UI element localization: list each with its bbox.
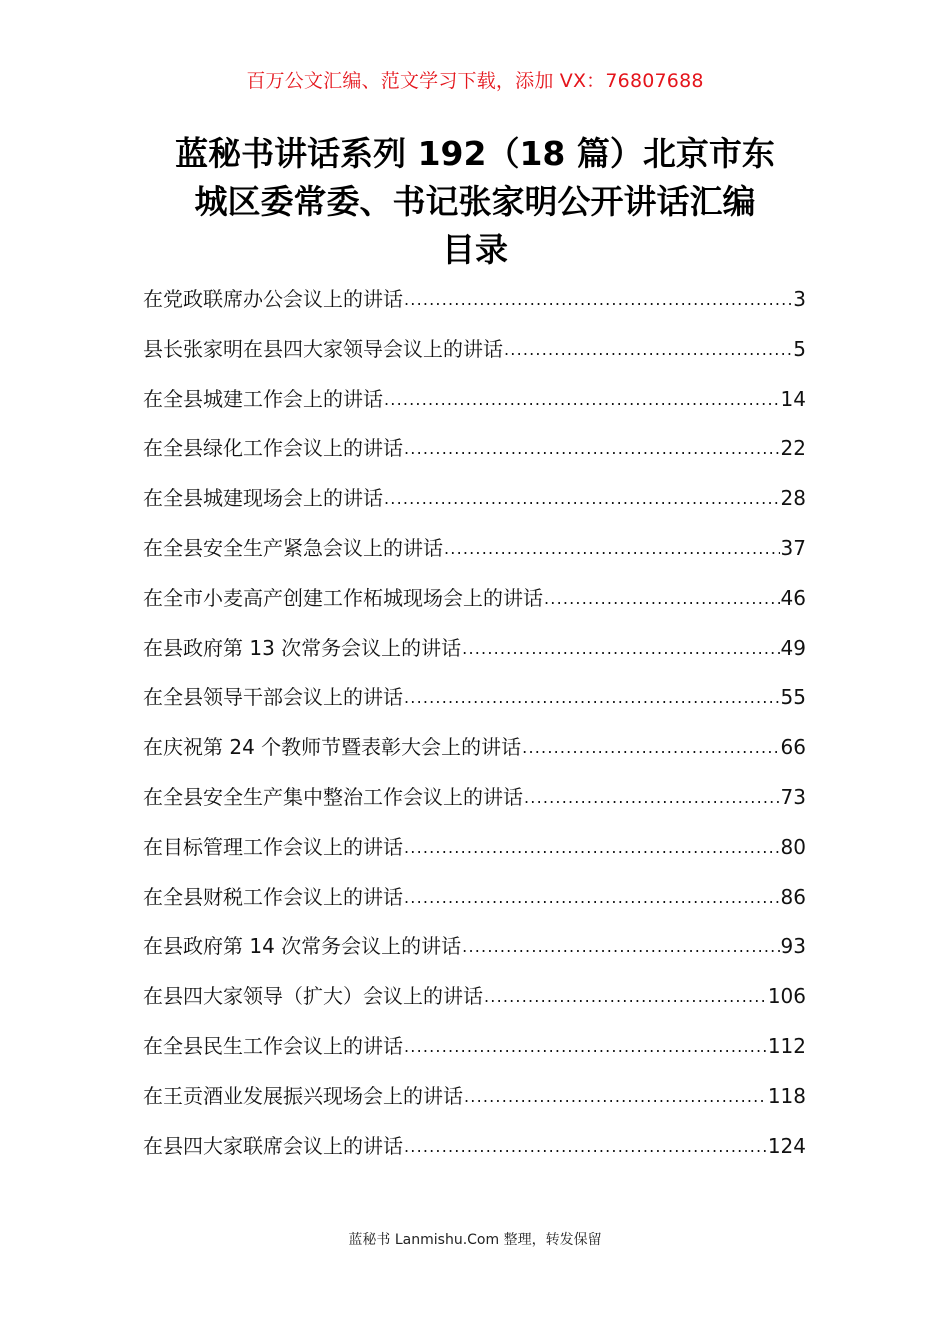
toc-entry-page: 118 (767, 1083, 806, 1108)
toc-entry-title: 在全县领导干部会议上的讲话 (143, 685, 403, 710)
toc-dot-leader (404, 286, 792, 310)
toc-entry-title: 在全县绿化工作会议上的讲话 (143, 436, 403, 461)
toc-entry-title: 在全县安全生产紧急会议上的讲话 (143, 535, 443, 560)
toc-dot-leader (462, 933, 779, 957)
toc-entry-page: 93 (780, 934, 806, 959)
toc-entry-page: 46 (780, 585, 806, 610)
toc-entry[interactable] (143, 930, 806, 980)
toc-entry-page: 106 (767, 984, 806, 1009)
toc-entry[interactable] (143, 681, 806, 731)
toc-entry-title: 在王贡酒业发展振兴现场会上的讲话 (143, 1083, 463, 1108)
toc-entry-page: 124 (767, 1133, 806, 1158)
toc-entry-page: 49 (780, 635, 806, 660)
toc-dot-leader (504, 336, 792, 360)
title-line-3-toc-heading: 目录 (442, 230, 508, 269)
toc-dot-leader (484, 983, 767, 1007)
toc-entry[interactable] (143, 333, 806, 383)
table-of-contents (143, 283, 806, 1179)
toc-dot-leader (544, 585, 780, 609)
toc-dot-leader (404, 884, 780, 908)
toc-dot-leader (404, 1133, 767, 1157)
toc-dot-leader (384, 485, 780, 509)
toc-entry-title: 在全县城建工作会上的讲话 (143, 386, 383, 411)
toc-dot-leader (464, 1083, 767, 1107)
title-line-1: 蓝秘书讲话系列 192（18 篇）北京市东 (175, 134, 775, 173)
toc-entry-page: 14 (780, 386, 806, 411)
toc-dot-leader (444, 535, 780, 559)
toc-entry-page: 112 (767, 1033, 806, 1058)
toc-entry[interactable] (143, 831, 806, 881)
toc-entry[interactable] (143, 1030, 806, 1080)
toc-dot-leader (522, 734, 779, 758)
toc-entry-page: 28 (780, 486, 806, 511)
toc-entry-title: 在全县财税工作会议上的讲话 (143, 884, 403, 909)
toc-entry[interactable] (143, 1130, 806, 1180)
toc-dot-leader (404, 435, 780, 459)
toc-entry-page: 3 (793, 287, 806, 311)
toc-entry[interactable] (143, 881, 806, 931)
toc-entry[interactable] (143, 283, 806, 333)
toc-entry-page: 37 (780, 535, 806, 560)
toc-dot-leader (404, 1033, 767, 1057)
toc-entry[interactable] (143, 432, 806, 482)
toc-dot-leader (404, 684, 780, 708)
toc-entry-page: 55 (780, 685, 806, 710)
toc-dot-leader (462, 635, 779, 659)
toc-entry[interactable] (143, 1080, 806, 1130)
toc-entry[interactable] (143, 482, 806, 532)
toc-entry-title: 在全县民生工作会议上的讲话 (143, 1033, 403, 1058)
toc-entry-title: 在县四大家领导（扩大）会议上的讲话 (143, 984, 483, 1009)
toc-entry-title: 在全县城建现场会上的讲话 (143, 486, 383, 511)
toc-dot-leader (524, 784, 780, 808)
toc-entry[interactable] (143, 383, 806, 433)
footer-note: 蓝秘书 Lanmishu.Com 整理，转发保留 (348, 1232, 602, 1248)
header-promo-note: 百万公文汇编、范文学习下载，添加 VX：76807688 (246, 70, 704, 92)
toc-entry-title: 在县政府第 13 次常务会议上的讲话 (143, 635, 462, 660)
toc-entry-title: 在党政联席办公会议上的讲话 (143, 287, 403, 311)
document-title (120, 130, 830, 274)
toc-entry[interactable] (143, 582, 806, 632)
toc-entry-title: 在全县安全生产集中整治工作会议上的讲话 (143, 784, 523, 809)
toc-entry-page: 22 (780, 436, 806, 461)
toc-entry-page: 73 (780, 784, 806, 809)
toc-entry-page: 66 (780, 735, 806, 760)
toc-entry[interactable] (143, 532, 806, 582)
toc-entry[interactable] (143, 731, 806, 781)
title-line-2: 城区委常委、书记张家明公开讲话汇编 (194, 182, 756, 221)
toc-entry-page: 80 (780, 834, 806, 859)
toc-dot-leader (404, 834, 780, 858)
toc-entry-title: 在目标管理工作会议上的讲话 (143, 834, 403, 859)
toc-dot-leader (384, 386, 780, 410)
toc-entry-title: 在庆祝第 24 个教师节暨表彰大会上的讲话 (143, 735, 522, 760)
toc-entry-title: 在县政府第 14 次常务会议上的讲话 (143, 934, 462, 959)
toc-entry-page: 5 (793, 336, 806, 361)
toc-entry[interactable] (143, 632, 806, 682)
toc-entry[interactable] (143, 980, 806, 1030)
toc-entry-title: 县长张家明在县四大家领导会议上的讲话 (143, 336, 503, 361)
toc-entry-title: 在县四大家联席会议上的讲话 (143, 1133, 403, 1158)
toc-entry[interactable] (143, 781, 806, 831)
toc-entry-page: 86 (780, 884, 806, 909)
toc-entry-title: 在全市小麦高产创建工作柘城现场会上的讲话 (143, 585, 543, 610)
